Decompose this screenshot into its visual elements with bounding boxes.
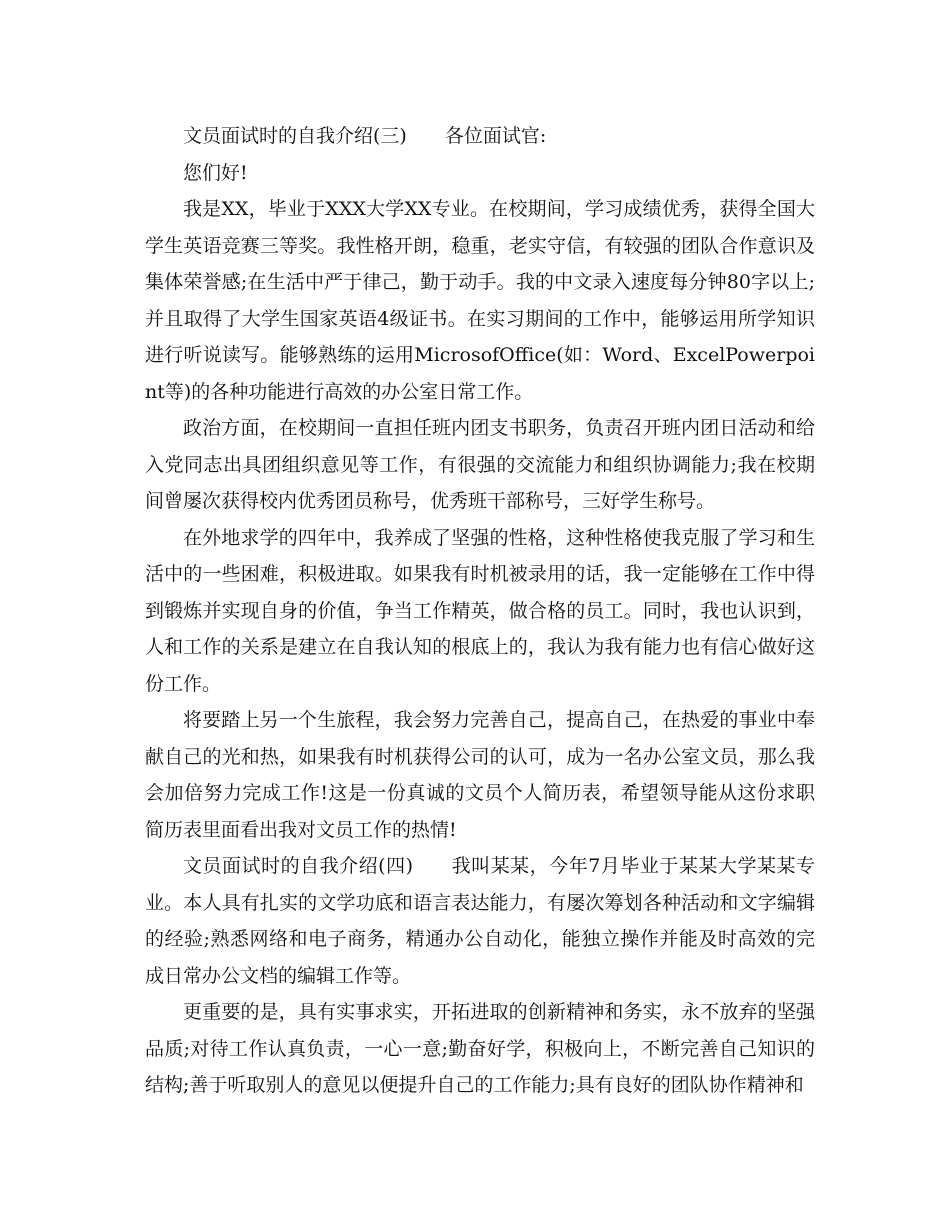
paragraph-future: 将要踏上另一个生旅程，我会努力完善自己，提高自己，在热爱的事业中奉献自己的光和热，如果我有时机获得公司的认可，成为一名办公室文员，那么我会加倍努力完成工作!这是一份真诚的文员个人简历表，希望领导能从这份求职简历表里面看出我对文员工作的热情! [145, 709, 815, 841]
paragraph-heading-4 [145, 848, 815, 994]
intro-text-4: 我叫某某，今年7月毕业于某某大学某某专业。本人具有扎实的文学功底和语言表达能力，有屡次筹划各种活动和文字编辑的经验;熟悉网络和电子商务，精通办公自动化，能独立操作并能及时高效的完成日常办公文档的编辑工作等。 [145, 855, 816, 987]
paragraph-greeting: 您们好! [183, 161, 248, 184]
paragraph-politics: 政治方面，在校期间一直担任班内团支书职务，负责召开班内团日活动和给入党同志出具团组织意见等工作，有很强的交流能力和组织协调能力;我在校期间曾屡次获得校内优秀团员称号，优秀班干部称号，三好学生称号。 [145, 417, 815, 512]
paragraph-self-intro: 我是XX，毕业于XXX大学XX专业。在校期间，学习成绩优秀，获得全国大学生英语竞赛三等奖。我性格开朗，稳重，老实守信，有较强的团队合作意识及集体荣誉感;在生活中严于律己，勤于动手。我的中文录入速度每分钟80字以上;并且取得了大学生国家英语4级证书。在实习期间的工作中，能够运用所学知识进行听说读写。能够熟练的运用MicrosofOffice(如：Word、ExcelPowerpoint等)的各种功能进行高效的办公室日常工作。 [145, 198, 815, 403]
section-title-3: 文员面试时的自我介绍(三) [183, 125, 407, 147]
document-body [145, 118, 815, 1104]
salutation: 各位面试官: [444, 125, 547, 147]
paragraph-heading-3 [145, 118, 815, 155]
paragraph-qualities: 更重要的是，具有实事求实，开拓进取的创新精神和务实，永不放弃的坚强品质;对待工作认真负责，一心一意;勤奋好学，积极向上，不断完善自己知识的结构;善于听取别人的意见以便提升自己的工作能力;具有良好的团队协作精神和 [145, 1001, 815, 1096]
paragraph-study-abroad: 在外地求学的四年中，我养成了坚强的性格，这种性格使我克服了学习和生活中的一些困难，积极进取。如果我有时机被录用的话，我一定能够在工作中得到锻炼并实现自身的价值，争当工作精英，做合格的员工。同时，我也认识到，人和工作的关系是建立在自我认知的根底上的，我认为我有能力也有信心做好这份工作。 [145, 526, 815, 695]
section-title-4: 文员面试时的自我介绍(四) [183, 855, 414, 877]
